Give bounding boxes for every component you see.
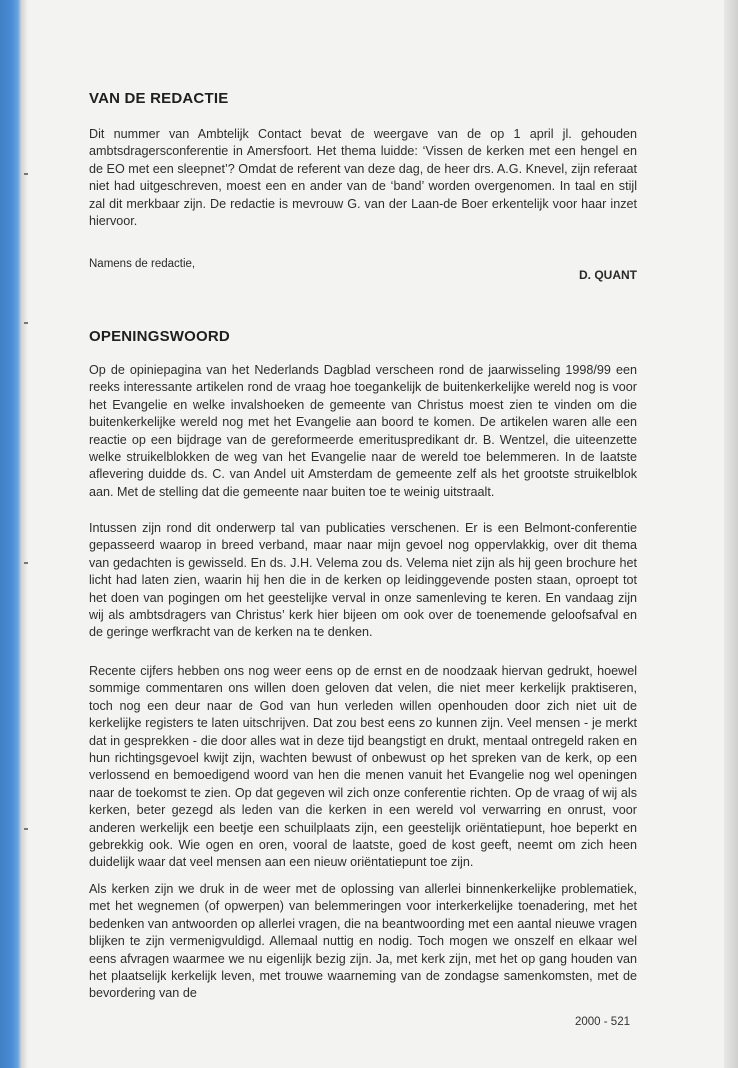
openingswoord-paragraph-1: Op de opiniepagina van het Nederlands Dagblad verscheen rond de jaarwisseling 1998/99 een reeks interessante artikelen rond de vraag hoe toegankelijk de buitenkerkelijke wereld nog is voor het Evangelie en welke invalshoeken de gemeente van Christus moest zien te vinden om die buitenkerkelijke wereld nog met het Evangelie aan boord te komen. De artikelen waren alle een reactie op een bijdrage van de gereformeerde emerituspredikant dr. B. Wentzel, die uiteenzette welke struikelblokken de weg van het Evangelie naar de wereld toe belemmeren. In de laatste aflevering duidde ds. C. van Andel uit Amsterdam de gemeente zelf als het grootste struikelblok aan. Met de stelling dat die gemeente naar buiten toe te weinig uitstraalt. [89, 363, 637, 499]
margin-tick [24, 828, 28, 830]
margin-tick [24, 562, 28, 564]
openingswoord-paragraph-3: Recente cijfers hebben ons nog weer eens op de ernst en de noodzaak hiervan gedrukt, hoewel sommige commentaren ons willen doen geloven dat velen, die niet meer kerkelijk praktiseren, toch nog een deur naar de God van hun verleden willen openhouden door zich niet uit de kerkelijke registers te laten uitschrijven. Dat zou best eens zo kunnen zijn. Veel mensen - je merkt dat in gesprekken - die door alles wat in deze tijd beangstigt en drukt, mentaal ontregeld raken en hun richtingsgevoel kwijt zijn, wachten bewust of onbewust op het spreken van de kerk, op een verlossend en bemoedigend woord van hen die menen vanuit het Evangelie nog wel openingen naar de toekomst te zien. Op dat gegeven wil zich onze conferentie richten. Op de vraag of wij als kerken, beter gezegd als leden van die kerken in een wereld vol verwarring en onrust, voor anderen werkelijk een beetje een schuilplaats zijn, een geestelijk oriëntatiepunt, hoe beperkt en gebrekkig ook. Wie ogen en oren, vooral de laatste, goed de kost geeft, neemt om zich heen duidelijk waar dat veel mensen aan een nieuw oriëntatiepunt toe zijn. [89, 664, 637, 870]
section-heading-openingswoord: OPENINGSWOORD [89, 328, 230, 345]
signoff-label: Namens de redactie, [89, 258, 196, 270]
signoff-name: D. QUANT [579, 268, 637, 282]
margin-tick [24, 173, 28, 175]
binding-shadow [22, 0, 28, 1068]
page-right-edge [724, 0, 738, 1068]
redactie-paragraph: Dit nummer van Ambtelijk Contact bevat de weergave van de op 1 april jl. gehouden ambtsdragersconferentie in Amersfoort. Het thema luidde: ‘Vissen de kerken met een hengel en de EO met een sleepnet’? Omdat de referent van deze dag, de heer drs. A.G. Knevel, zijn referaat niet had uitgeschreven, moest een en ander van de ‘band’ worden overgenomen. In taal en stijl zal dit merkbaar zijn. De redactie is mevrouw G. van der Laan-de Boer erkentelijk voor haar inzet hiervoor. [89, 127, 637, 229]
openingswoord-paragraph-2: Intussen zijn rond dit onderwerp tal van publicaties verschenen. Er is een Belmont-conferentie gepasseerd waarop in breed verband, maar naar mijn gevoel nog oppervlakkig, over dit thema van gedachten is gewisseld. En ds. J.H. Velema zou ds. Velema niet zijn als hij geen brochure het licht had laten zien, waarin hij hen die in de kerken op leidinggevende posten staan, oproept tot het doen van pogingen om het geestelijke verval in onze samenleving te keren. En vandaag zijn wij als ambtsdragers van Christus’ kerk hier bijeen om ook over de toenemende geloofsafval en de geringe werfkracht van de kerken na te denken. [89, 521, 637, 640]
page-number: 2000 - 521 [575, 1016, 630, 1028]
margin-tick [24, 322, 28, 324]
section-heading-redactie: VAN DE REDACTIE [89, 90, 229, 107]
binding-edge [0, 0, 22, 1068]
openingswoord-paragraph-4: Als kerken zijn we druk in de weer met de oplossing van allerlei binnenkerkelijke problematiek, met het wegnemen (of opwerpen) van belemmeringen voor interkerkelijke toenadering, met het bedenken van antwoorden op allerlei vragen, die na beantwoording met een aantal nieuwe vragen blijken te zijn vermenigvuldigd. Allemaal nuttig en nodig. Toch mogen we onszelf en elkaar wel eens afvragen waarmee we nu eigenlijk bezig zijn. Ja, met kerk zijn, met het op gang houden van het plaatselijk kerkelijk leven, met trouwe waarneming van de zondagse samenkomsten, met de bevordering van de [89, 882, 637, 1001]
